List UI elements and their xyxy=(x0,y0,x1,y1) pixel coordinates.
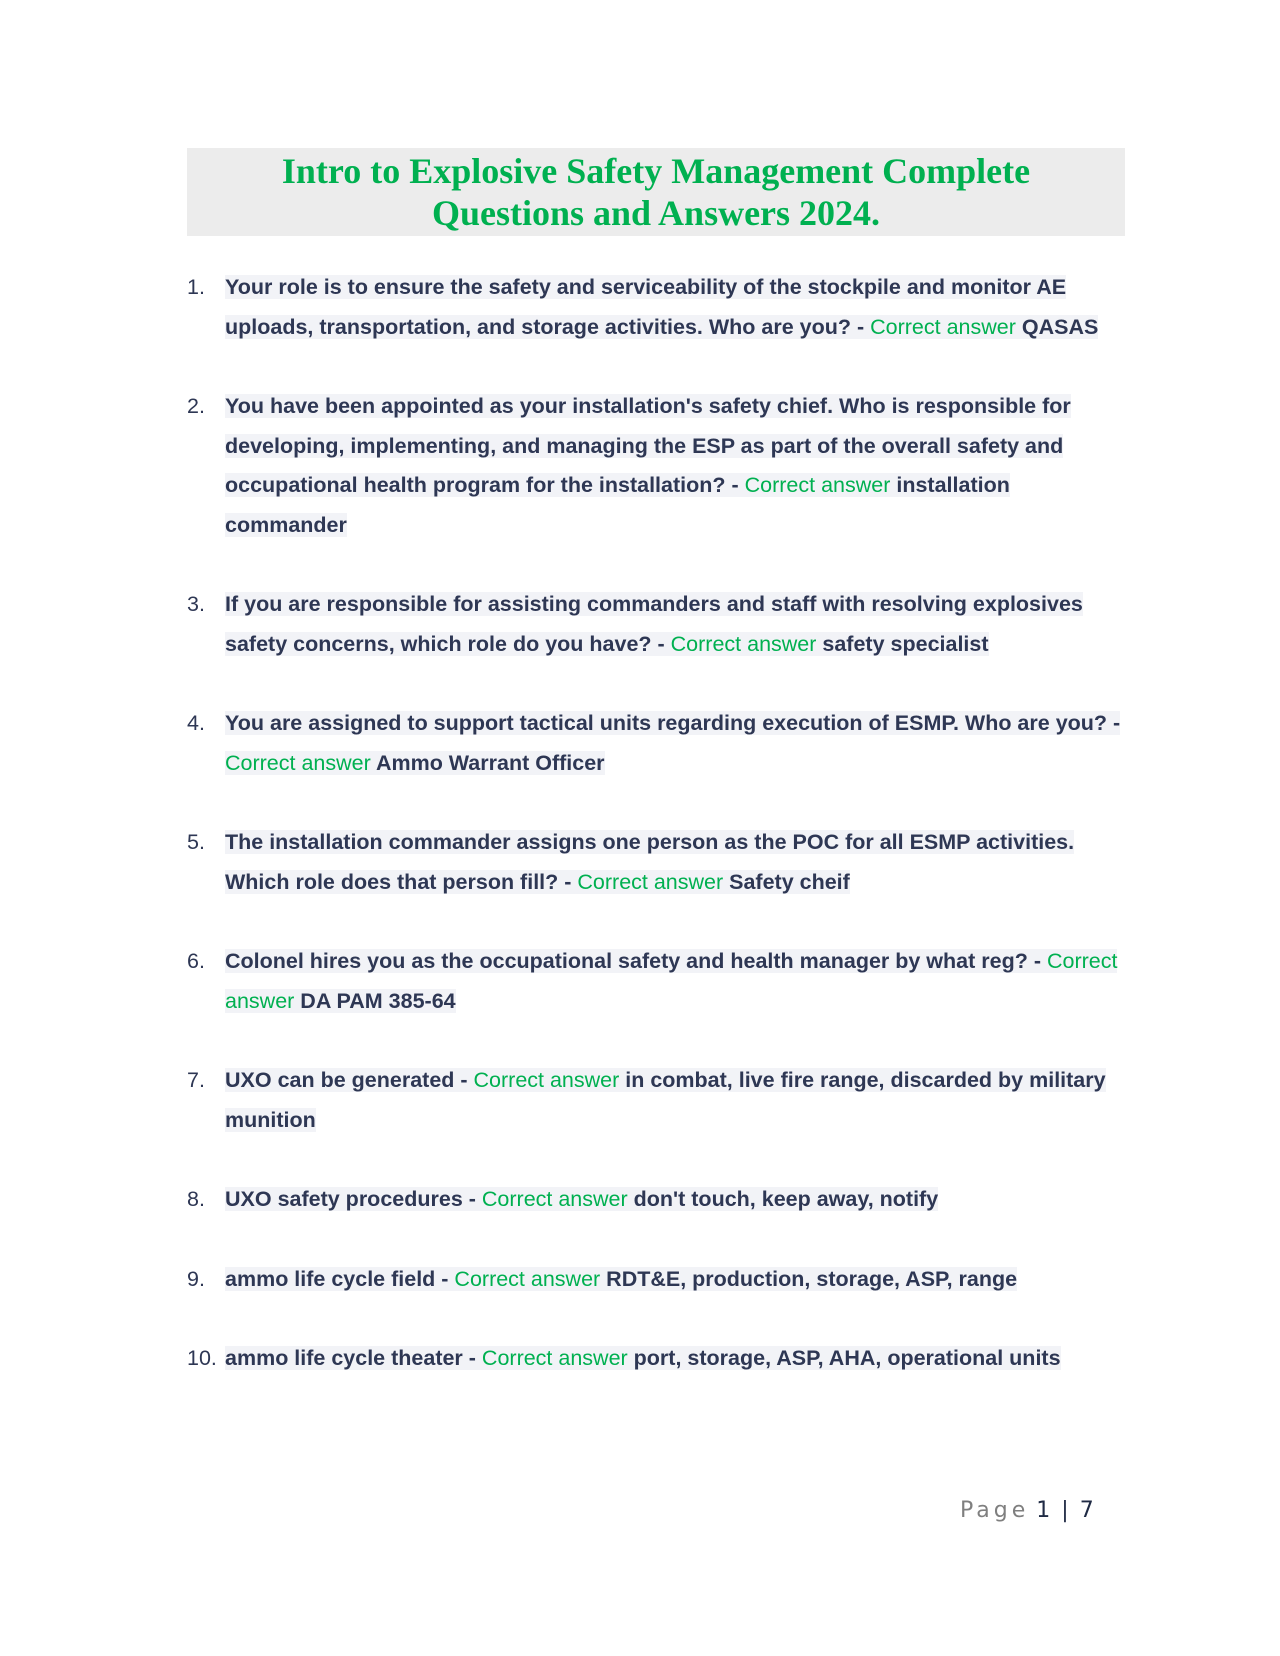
qa-number: 8. xyxy=(187,1187,205,1211)
page-footer xyxy=(960,1498,1094,1523)
question-text: ammo life cycle theater - xyxy=(225,1346,482,1370)
answer-text: RDT&E, production, storage, ASP, range xyxy=(600,1266,1018,1291)
qa-item xyxy=(187,704,1125,783)
correct-answer-label: Correct answer xyxy=(481,1187,628,1211)
qa-number: 2. xyxy=(187,394,205,418)
answer-text: port, storage, ASP, AHA, operational units xyxy=(627,1346,1061,1370)
question-text: You are assigned to support tactical units regarding execution of ESMP. Who are you? - xyxy=(225,711,1121,735)
page-label: Page xyxy=(960,1498,1030,1523)
question-text: ammo life cycle field - xyxy=(225,1266,455,1291)
correct-answer-label: Correct answer xyxy=(744,473,891,497)
title-line-1: Intro to Explosive Safety Management Complete xyxy=(281,151,1031,191)
qa-text xyxy=(225,1061,1125,1140)
qa-text xyxy=(225,387,1125,545)
question-text: UXO can be generated - xyxy=(225,1068,474,1092)
qa-item xyxy=(187,387,1125,545)
qa-text xyxy=(225,585,1125,664)
qa-item xyxy=(187,1339,1125,1379)
correct-answer-label: Correct answer xyxy=(454,1266,601,1291)
qa-number: 1. xyxy=(187,275,205,299)
question-text: UXO safety procedures - xyxy=(225,1187,482,1211)
qa-number: 6. xyxy=(187,949,205,973)
qa-text xyxy=(225,704,1125,783)
correct-answer-label: Correct answer xyxy=(225,750,371,775)
answer-text: don't touch, keep away, notify xyxy=(627,1187,939,1211)
qa-number: 7. xyxy=(187,1068,205,1092)
qa-item xyxy=(187,1180,1125,1220)
qa-number: 5. xyxy=(187,830,205,854)
answer-text: safety specialist xyxy=(816,631,989,656)
qa-text xyxy=(225,1260,1125,1300)
answer-text: QASAS xyxy=(1015,314,1099,339)
question-text: If you are responsible for assisting commanders and staff with resolving explosives safety concerns, which role do you have? - xyxy=(225,592,1083,656)
correct-answer-label: Correct answer xyxy=(225,949,1118,1013)
page-separator: | xyxy=(1061,1498,1069,1523)
correct-answer-label: Correct answer xyxy=(870,314,1016,339)
correct-answer-label: Correct answer xyxy=(473,1068,620,1092)
correct-answer-label: Correct answer xyxy=(670,631,817,656)
total-page-count: 7 xyxy=(1079,1498,1094,1523)
qa-item xyxy=(187,1061,1125,1140)
question-text: You have been appointed as your installation's safety chief. Who is responsible for developing, implementing, and managing the ESP as part of the overall safety and occupational health program for the installation? - xyxy=(225,394,1071,497)
answer-text: DA PAM 385-64 xyxy=(294,988,456,1013)
qa-number: 9. xyxy=(187,1266,205,1291)
qa-item xyxy=(187,268,1125,347)
qa-number: 4. xyxy=(187,711,205,735)
qa-item xyxy=(187,823,1125,902)
qa-text xyxy=(225,1339,1125,1379)
qa-text xyxy=(225,942,1125,1021)
question-text: Your role is to ensure the safety and serviceability of the stockpile and monitor AE uploads, transportation, and storage activities. Who are you? - xyxy=(225,275,1067,339)
qa-item xyxy=(187,585,1125,664)
qa-item xyxy=(187,942,1125,1021)
qa-text xyxy=(225,823,1125,902)
answer-text: installation commander xyxy=(225,473,1010,537)
title-line-2: Questions and Answers 2024. xyxy=(431,193,881,233)
qa-item xyxy=(187,1260,1125,1300)
correct-answer-label: Correct answer xyxy=(481,1346,628,1370)
qa-list xyxy=(187,268,1125,1419)
qa-number: 10. xyxy=(187,1346,217,1370)
question-text: The installation commander assigns one person as the POC for all ESMP activities. Which role does that person fill? - xyxy=(225,830,1075,894)
qa-text xyxy=(225,1180,1125,1220)
answer-text: in combat, live fire range, discarded by military munition xyxy=(225,1068,1106,1132)
qa-number: 3. xyxy=(187,592,205,616)
qa-text xyxy=(225,268,1125,347)
answer-text: Safety cheif xyxy=(723,869,850,894)
current-page-number: 1 xyxy=(1036,1498,1051,1523)
document-title xyxy=(187,148,1125,236)
answer-text: Ammo Warrant Officer xyxy=(370,750,605,775)
correct-answer-label: Correct answer xyxy=(577,869,724,894)
question-text: Colonel hires you as the occupational safety and health manager by what reg? - xyxy=(225,949,1047,973)
